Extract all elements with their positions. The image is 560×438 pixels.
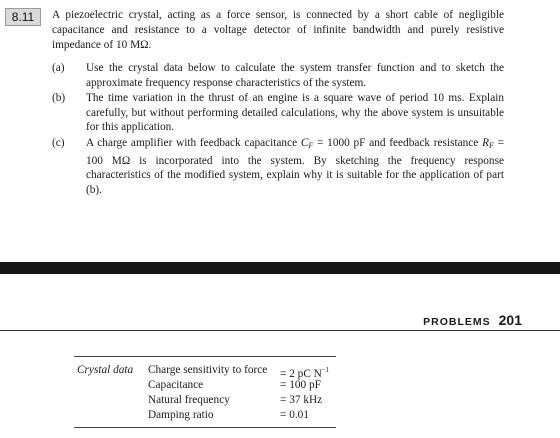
part-c-text: A charge amplifier with feedback capacitance $C_F = 1000$ pF and feedback resistance $R_F = 100$ MΩ is incorporated into the system. By sketching the frequency response characteristics of the modified system, explain why it is suitable for the application of part (b). <box>86 137 504 196</box>
row-value-superscript: −1 <box>321 366 330 374</box>
table-caption: Crystal data <box>77 364 134 376</box>
page-divider <box>0 262 560 274</box>
part-a-text: Use the crystal data below to calculate the system transfer function and to sketch the approximate frequency response characteristics of the system. <box>86 62 504 89</box>
row-name: Natural frequency <box>148 394 230 406</box>
header-rule <box>0 330 560 331</box>
row-value: = 100 pF <box>280 379 321 391</box>
table-row <box>74 393 336 408</box>
part-b-text: The time variation in the thrust of an engine is a square wave of period 10 ms. Explain carefully, but without performing detailed calculations, why the above system is unsuitable for this application. <box>86 92 504 134</box>
cf-subscript: F <box>308 141 314 150</box>
row-name: Damping ratio <box>148 409 214 421</box>
table-row <box>74 378 336 393</box>
table-row <box>74 363 336 378</box>
row-value: = 37 kHz <box>280 394 323 406</box>
row-name: Charge sensitivity to force <box>148 364 268 376</box>
rf-symbol: R <box>482 137 489 149</box>
part-a-label: (a) <box>52 62 65 74</box>
row-name: Capacitance <box>148 379 204 391</box>
problem-stem: A piezoelectric crystal, acting as a force sensor, is connected by a short cable of negligible capacitance and resistance to a voltage detector of infinite bandwidth and purely resistive impedance of 10 MΩ. <box>52 9 504 51</box>
header-label: PROBLEMS <box>423 316 491 328</box>
problem-number: 8.11 <box>5 8 41 26</box>
part-c-label: (c) <box>52 137 65 149</box>
row-value: = 2 pC $N^{-1}$ <box>280 366 330 380</box>
rf-subscript: F <box>488 141 494 150</box>
running-header <box>423 312 522 330</box>
table-row <box>74 408 336 423</box>
crystal-data-table <box>74 356 336 428</box>
cf-symbol: C <box>300 137 309 149</box>
row-value: = 0.01 <box>280 409 309 421</box>
part-b-label: (b) <box>52 92 66 104</box>
page-number: 201 <box>498 312 522 328</box>
